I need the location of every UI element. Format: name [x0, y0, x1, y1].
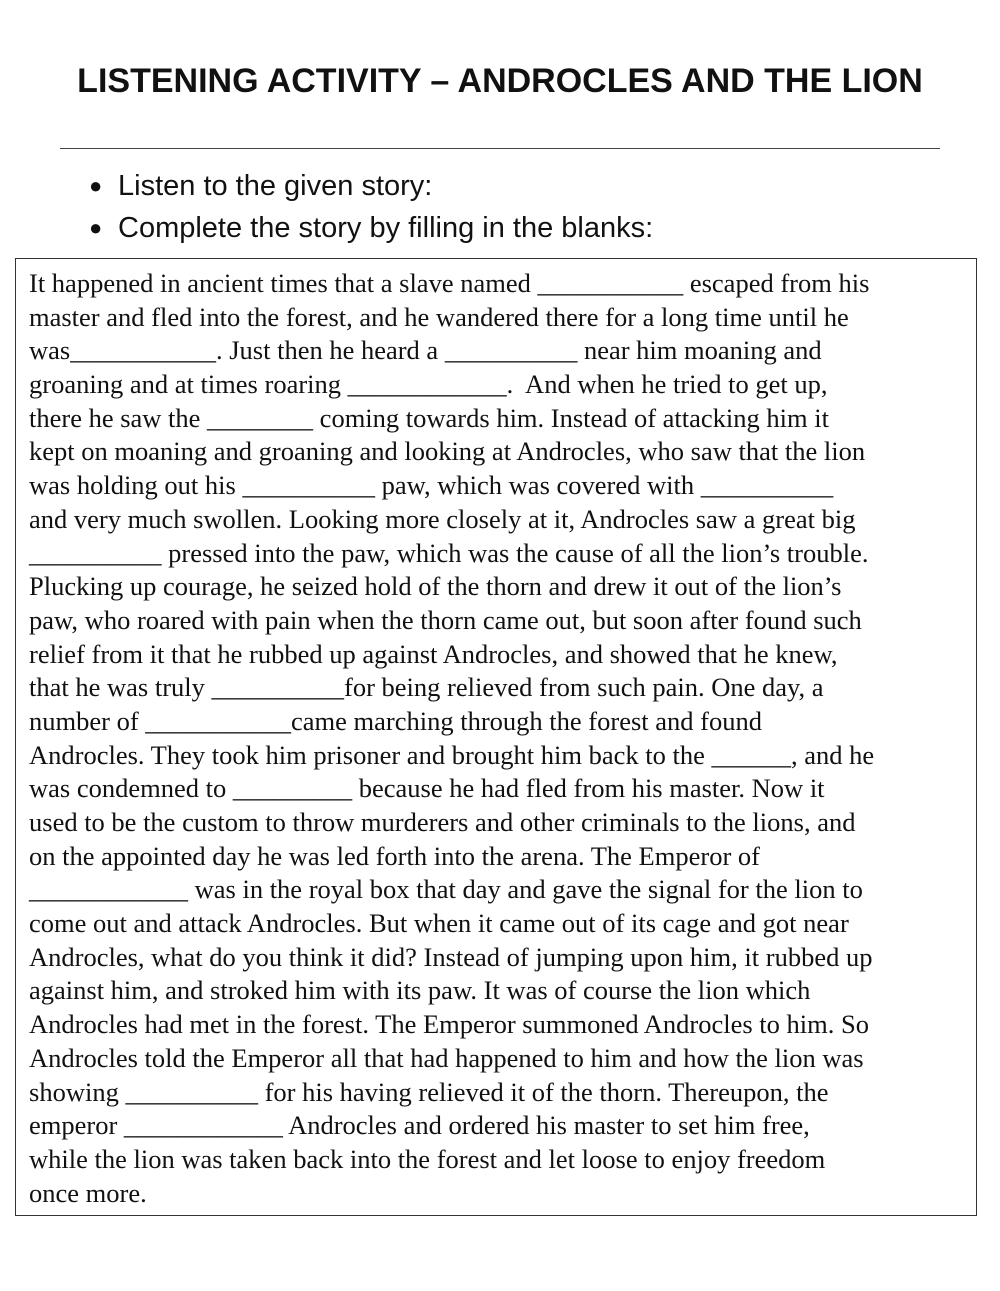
instruction-text: Listen to the given story: — [118, 170, 433, 202]
story-line: Androcles. They took him prisoner and brought him back to the ______, and he — [29, 739, 875, 770]
story-line: emperor ____________ Androcles and ordered his master to set him free, — [29, 1110, 810, 1141]
story-box — [15, 258, 977, 1216]
story-line: that he was truly __________for being relieved from such pain. One day, a — [29, 672, 824, 703]
story-line: showing __________ for his having relieved it of the thorn. Thereupon, the — [29, 1076, 829, 1107]
instruction-item — [84, 207, 653, 249]
story-line: and very much swollen. Looking more closely at it, Androcles saw a great big — [29, 503, 856, 534]
story-line: was___________. Just then he heard a __________ near him moaning and — [29, 335, 822, 366]
bullet-icon: ● — [89, 173, 103, 198]
story-line: Androcles had met in the forest. The Emperor summoned Androcles to him. So — [29, 1009, 869, 1040]
story-line: ____________ was in the royal box that day and gave the signal for the lion to — [29, 874, 863, 905]
story-line: Plucking up courage, he seized hold of the thorn and drew it out of the lion’s — [29, 571, 842, 602]
story-line: there he saw the ________ coming towards him. Instead of attacking him it — [29, 402, 829, 433]
instruction-list — [84, 165, 653, 249]
story-line: while the lion was taken back into the forest and let loose to enjoy freedom — [29, 1143, 826, 1174]
title-divider — [60, 148, 940, 149]
story-line: come out and attack Androcles. But when it came out of its cage and got near — [29, 908, 849, 939]
bullet-icon: ● — [89, 215, 103, 240]
instruction-text: Complete the story by filling in the blanks: — [118, 212, 654, 244]
story-line: Androcles told the Emperor all that had happened to him and how the lion was — [29, 1042, 864, 1073]
story-line: It happened in ancient times that a slave named ___________ escaped from his — [29, 268, 870, 298]
story-line: __________ pressed into the paw, which was the cause of all the lion’s trouble. — [29, 537, 869, 568]
instruction-item — [84, 165, 653, 207]
story-line: paw, who roared with pain when the thorn came out, but soon after found such — [29, 604, 862, 635]
story-line: was holding out his __________ paw, which was covered with __________ — [29, 470, 834, 501]
story-line: Androcles, what do you think it did? Instead of jumping upon him, it rubbed up — [29, 941, 873, 972]
story-line: once more. — [29, 1177, 147, 1208]
story-line: was condemned to _________ because he had fled from his master. Now it — [29, 773, 825, 804]
story-line: groaning and at times roaring ____________. And when he tried to get up, — [29, 369, 828, 400]
story-line: number of ___________came marching through the forest and found — [29, 705, 762, 736]
page-title: LISTENING ACTIVITY – ANDROCLES AND THE LION — [77, 62, 923, 100]
story-line: used to be the custom to throw murderers and other criminals to the lions, and — [29, 807, 856, 837]
story-line: kept on moaning and groaning and looking at Androcles, who saw that the lion — [29, 436, 866, 467]
story-line: relief from it that he rubbed up against Androcles, and showed that he knew, — [29, 638, 838, 669]
story-line: on the appointed day he was led forth into the arena. The Emperor of — [29, 840, 760, 871]
story-line: against him, and stroked him with its paw. It was of course the lion which — [29, 975, 811, 1006]
story-line: master and fled into the forest, and he wandered there for a long time until he — [29, 301, 849, 332]
story-text — [29, 267, 874, 1210]
